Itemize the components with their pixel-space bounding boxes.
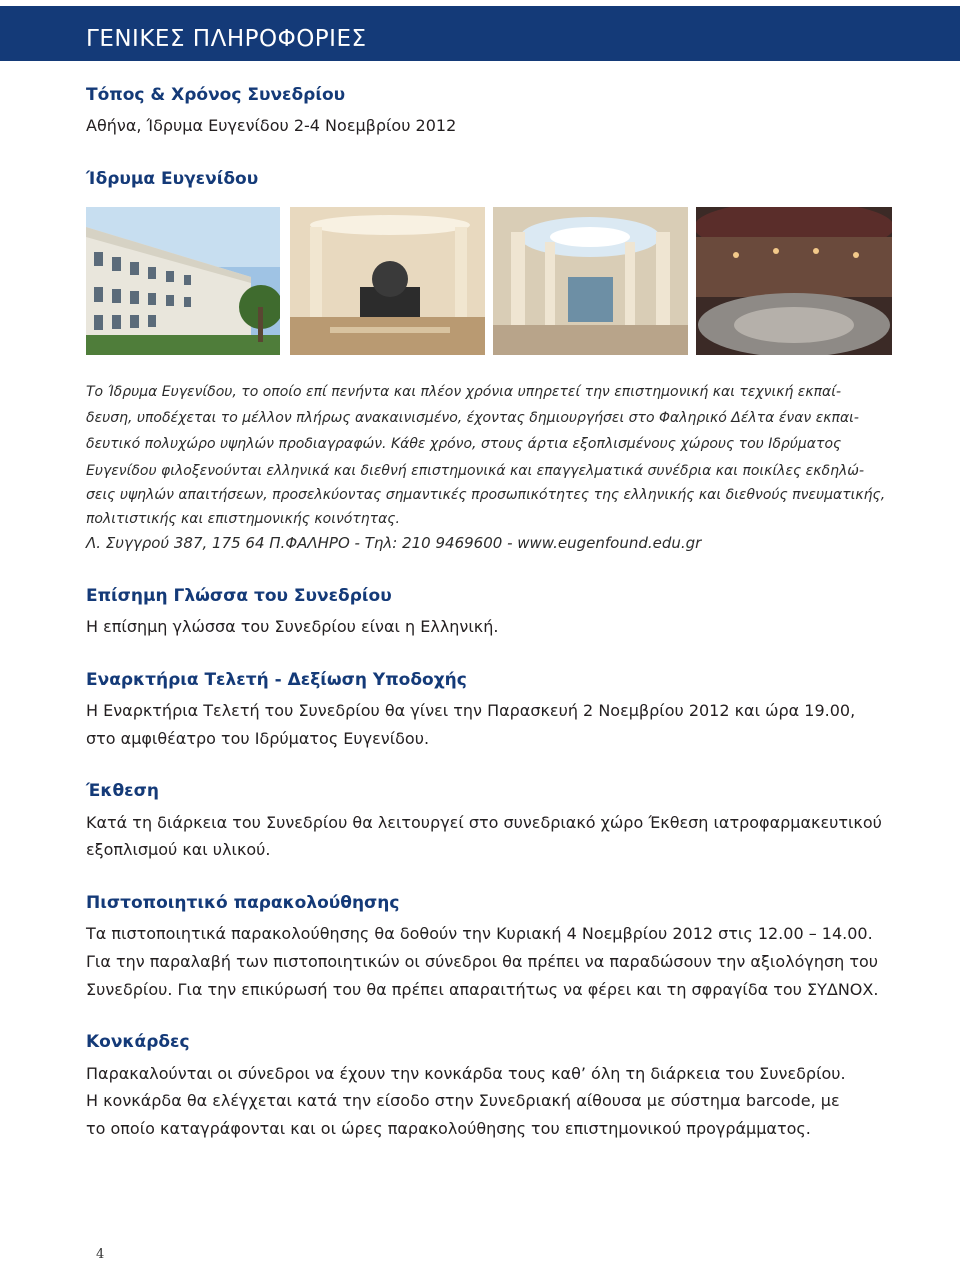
language-text: Η επίσημη γλώσσα του Συνεδρίου είναι η Ελληνική. bbox=[86, 617, 499, 636]
certificate-text-line-2: Για την παραλαβή των πιστοποιητικών οι σύνεδροι θα πρέπει να παραδώσουν την αξιολόγηση του bbox=[86, 952, 879, 971]
foundation-text-line-4: Ευγενίδου φιλοξενούνται ελληνικά και διεθνή επιστημονικά και επαγγελματικά συνέδρια και ποικίλες εκδηλώ- bbox=[86, 463, 864, 479]
foundation-text-line-3: δευτικό πολυχώρο υψηλών προδιαγραφών. Κάθε χρόνο, στους άρτια εξοπλισμένους χώρους του Ιδρύματος bbox=[86, 436, 842, 452]
exhibition-text-line-1: Κατά τη διάρκεια του Συνεδρίου θα λειτουργεί στο συνεδριακό χώρο Έκθεση ιατροφαρμακευτικού bbox=[86, 813, 882, 832]
badges-heading: Κονκάρδες bbox=[86, 1032, 190, 1052]
foundation-text-line-6: πολιτιστικής και επιστημονικής κοινότητας. bbox=[86, 511, 400, 527]
opening-heading: Εναρκτήρια Τελετή - Δεξίωση Υποδοχής bbox=[86, 670, 467, 690]
certificate-text-line-1: Τα πιστοποιητικά παρακολούθησης θα δοθούν την Κυριακή 4 Νοεμβρίου 2012 στις 12.00 – 14.00. bbox=[86, 924, 873, 943]
foundation-text-line-2: δευση, υποδέχεται το μέλλον πλήρως ανακαινισμένο, έχοντας δημιουργήσει στο Φαληρικό Δέλτα έναν εκπαι- bbox=[86, 410, 859, 426]
photo-circular-foyer bbox=[696, 207, 892, 355]
opening-text-line-1: Η Εναρκτήρια Τελετή του Συνεδρίου θα γίνει την Παρασκευή 2 Νοεμβρίου 2012 και ώρα 19.00, bbox=[86, 701, 856, 720]
photo-building-exterior bbox=[86, 207, 280, 355]
photo-rotunda-hall bbox=[493, 207, 688, 355]
exhibition-heading: Έκθεση bbox=[86, 781, 159, 801]
foundation-address: Λ. Συγγρού 387, 175 64 Π.ΦΑΛΗΡΟ - Τηλ: 210 9469600 - www.eugenfound.edu.gr bbox=[86, 534, 702, 552]
foundation-text-line-5: σεις υψηλών απαιτήσεων, προσελκύοντας σημαντικές προσωπικότητες της ελληνικής και διεθνούς πνευματικής, bbox=[86, 487, 886, 503]
language-heading: Επίσημη Γλώσσα του Συνεδρίου bbox=[86, 586, 392, 606]
page-title: ΓΕΝΙΚΕΣ ΠΛΗΡΟΦΟΡΙΕΣ bbox=[86, 26, 367, 52]
exhibition-text-line-2: εξοπλισμού και υλικού. bbox=[86, 840, 271, 859]
header-band bbox=[0, 6, 960, 61]
venue-text: Αθήνα, Ίδρυμα Ευγενίδου 2-4 Νοεμβρίου 2012 bbox=[86, 116, 457, 135]
certificate-text-line-3: Συνεδρίου. Για την επικύρωσή του θα πρέπει απαραιτήτως να φέρει και τη σφραγίδα του ΣΥΔΝΟΧ. bbox=[86, 980, 879, 999]
badges-text-line-1: Παρακαλούνται οι σύνεδροι να έχουν την κονκάρδα τους καθ’ όλη τη διάρκεια του Συνεδρίου. bbox=[86, 1064, 846, 1083]
page-number: 4 bbox=[96, 1247, 105, 1262]
foundation-text-line-1: Το Ίδρυμα Ευγενίδου, το οποίο επί πενήντα και πλέον χρόνια υπηρετεί την επιστημονική και τεχνική εκπαί- bbox=[86, 384, 842, 400]
venue-heading: Τόπος & Χρόνος Συνεδρίου bbox=[86, 85, 346, 105]
foundation-heading: Ίδρυμα Ευγενίδου bbox=[86, 169, 259, 189]
photo-lobby-exhibit bbox=[290, 207, 485, 355]
certificate-heading: Πιστοποιητικό παρακολούθησης bbox=[86, 893, 400, 913]
opening-text-line-2: στο αμφιθέατρο του Ιδρύματος Ευγενίδου. bbox=[86, 729, 430, 748]
badges-text-line-2: Η κονκάρδα θα ελέγχεται κατά την είσοδο στην Συνεδριακή αίθουσα με σύστημα barcode, με bbox=[86, 1091, 840, 1110]
badges-text-line-3: το οποίο καταγράφονται και οι ώρες παρακολούθησης του επιστημονικού προγράμματος. bbox=[86, 1119, 811, 1138]
